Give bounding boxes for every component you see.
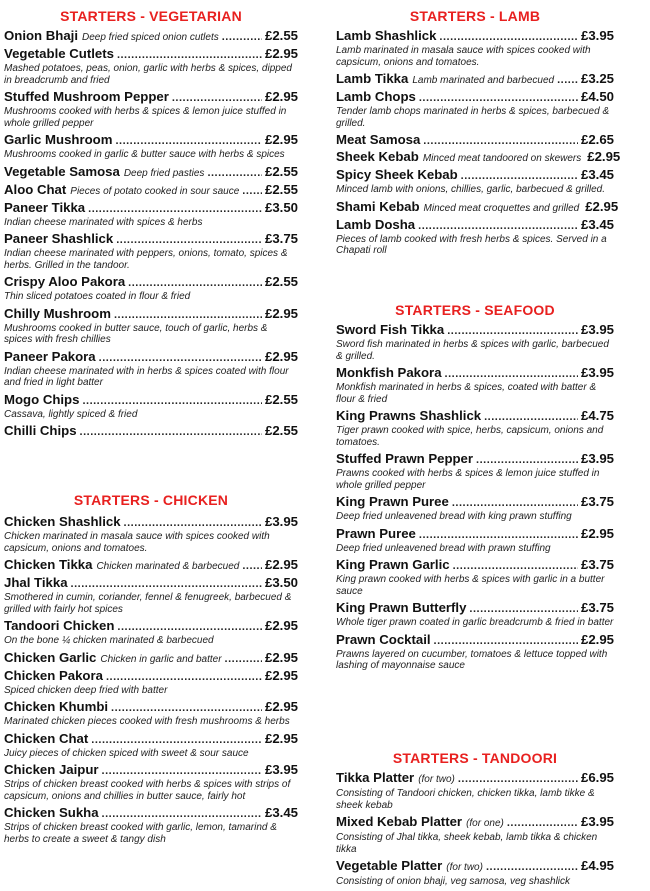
menu-item [4,618,298,650]
dot-leader [439,29,578,45]
item-name: Jhal Tikka [4,575,68,590]
menu-item [336,365,614,408]
menu-item [336,28,614,71]
item-price: £3.75 [580,600,614,615]
menu-item [4,805,298,848]
menu-item-line [4,392,298,409]
dot-leader [117,47,262,63]
item-name: Tandoori Chicken [4,618,115,633]
item-name: Vegetable Cutlets [4,46,114,61]
menu-item [336,132,614,149]
section-heading: STARTERS - LAMB [409,8,541,24]
menu-item [336,217,614,260]
menu-item [336,600,614,632]
menu-item [4,306,298,349]
menu-item [4,46,298,89]
menu-item-line [336,217,614,234]
item-name: Tikka Platter [336,770,415,785]
menu-item [4,762,298,805]
menu-item-line [336,408,614,425]
item-description: Prawns cooked with herbs & spices & lemon juice stuffed in whole grilled pepper [336,468,600,491]
menu-item-line [4,668,298,685]
menu-item [4,231,298,274]
item-description: Pieces of lamb cooked with fresh herbs & spices. Served in a Chapati roll [336,233,607,256]
menu-item-line [4,182,298,200]
item-name: Monkfish Pakora [336,365,442,380]
item-name: Prawn Cocktail [336,631,431,647]
section-heading: STARTERS - SEAFOOD [395,302,555,318]
item-name: Lamb Shashlick [336,28,437,43]
menu-item [4,274,298,306]
item-description: Mushrooms cooked in butter sauce, touch of garlic, herbs & spices with fresh chillies [4,322,268,345]
menu-item [4,392,298,424]
menu-item-line [336,600,614,617]
item-description: Spiced chicken deep fried with batter [4,684,168,696]
menu-item-line [336,770,614,788]
item-description: Whole tiger prawn coated in garlic breadcrumb & fried in batter [336,617,614,628]
item-description: Strips of chicken breast cooked with herbs & spices with strips of capsicum, onions and chillies in butter sauce, fairly hot [4,779,291,802]
menu-item-line [4,762,298,779]
item-name: Aloo Chat [4,181,67,197]
item-price: £2.95 [580,525,614,541]
item-description: King prawn cooked with herbs & spices with garlic in a butter sauce [336,574,605,597]
item-description: Consisting of Jhal tikka, sheek kebab, lamb tikka & chicken tikka [336,832,598,855]
item-price: £3.25 [580,71,614,86]
item-description: Smothered in cumin, coriander, fennel & fenugreek, barbecued & grilled with fairly hot spices [4,592,292,615]
item-inline-description: (for two) [446,862,483,873]
dot-leader [102,763,262,779]
item-price: £2.55 [264,391,298,407]
item-name: Vegetable Samosa [4,163,120,179]
item-price: £2.95 [264,667,298,683]
item-name: King Prawn Garlic [336,557,450,572]
menu-item [336,149,621,167]
dot-leader [461,168,578,184]
menu-item [336,814,614,858]
menu-item-line [336,322,614,339]
item-name: Chicken Chat [4,730,89,746]
item-price: £2.55 [264,163,298,179]
item-name: King Prawn Puree [336,494,449,509]
dot-leader [452,495,578,511]
item-name: Spicy Sheek Kebab [336,167,458,182]
menu-item [336,494,614,526]
menu-item-line [336,494,614,511]
menu-item [4,575,298,618]
item-name: Sheek Kebab [336,149,419,164]
item-name: Sword Fish Tikka [336,322,445,337]
dot-leader [128,275,262,291]
menu-item [336,770,614,814]
item-price: £3.95 [264,514,298,529]
menu-item-line [4,557,298,575]
menu-item-line [336,365,614,382]
menu-item-line [4,200,298,217]
menu-item-line [336,89,614,106]
item-name: Chicken Khumbi [4,699,109,714]
menu-item-line [4,349,298,366]
item-name: Vegetable Platter [336,858,443,873]
item-description: Mashed potatoes, peas, onion, garlic with herbs & spices, dipped in breadcrumb and fried [4,63,292,86]
item-name: Mixed Kebab Platter [336,814,463,829]
item-inline-description: Lamb marinated and barbecued [412,75,555,86]
item-name: Onion Bhaji [4,28,78,43]
menu-item [336,858,614,891]
item-name: Garlic Mushroom [4,132,113,147]
dot-leader [82,393,262,409]
item-name: Stuffed Mushroom Pepper [4,89,169,104]
item-price: £3.45 [580,216,614,232]
item-name: Chilli Chips [4,423,77,438]
item-description: Thin sliced potatoes coated in flour & fried [4,291,191,302]
dot-leader [469,601,578,617]
section-seafood [336,302,614,675]
menu-item-line [4,423,298,440]
item-inline-description: Chicken marinated & barbecued [96,561,240,572]
menu-item-line [4,89,298,106]
dot-leader [445,366,578,382]
menu-item [336,557,614,600]
item-name: Crispy Aloo Pakora [4,274,126,289]
menu-item [4,514,298,557]
item-inline-description: (for one) [466,818,504,829]
item-price: £2.95 [264,557,298,572]
item-description: Strips of chicken breast cooked with garlic, lemon, tamarind & herbs to create a sweet & tangy dish [4,822,277,845]
menu-item [4,668,298,700]
item-price: £2.55 [264,28,298,43]
menu-item-line [4,231,298,248]
menu-item [336,408,614,451]
item-price: £3.50 [264,575,298,590]
item-price: £3.75 [580,557,614,572]
menu-item [4,89,298,132]
menu-item-line [336,132,614,149]
menu-item-line [4,306,298,323]
item-name: Prawn Puree [336,525,416,541]
item-description: Tender lamb chops marinated in herbs & spices, barbecued & grilled. [336,106,610,129]
item-description: On the bone ¼ chicken marinated & barbecued [4,635,214,646]
item-name: Chicken Tikka [4,557,93,572]
dot-leader [116,232,262,248]
dot-leader [557,72,578,88]
item-inline-description: Minced meat tandoored on skewers [422,153,582,164]
item-price: £2.95 [585,198,619,214]
item-name: Lamb Chops [336,89,416,104]
menu-item [4,557,298,575]
item-name: King Prawn Butterfly [336,600,467,615]
item-name: Chicken Pakora [4,667,103,683]
item-description: Consisting of onion bhaji, veg samosa, veg shashlick [336,876,571,887]
item-name: Meat Samosa [336,132,421,147]
section-tandoori [336,750,614,891]
dot-leader [106,669,262,685]
item-price: £4.50 [580,89,614,104]
menu-item [4,182,298,200]
dot-leader [225,651,262,667]
menu-item [4,164,298,182]
menu-item [336,632,614,675]
item-price: £3.45 [264,805,298,820]
item-price: £2.95 [580,631,614,647]
dot-leader [99,350,262,366]
menu-item [336,526,614,558]
item-price: £3.45 [580,167,614,182]
item-price: £2.55 [264,274,298,289]
menu-item-line [336,858,614,876]
item-description: Marinated chicken pieces cooked with fresh mushrooms & herbs [4,716,290,727]
menu-item-line [336,557,614,574]
item-price: £2.55 [264,423,298,438]
dot-leader [486,859,578,875]
menu-item-line [4,650,298,668]
section-heading: STARTERS - CHICKEN [73,492,229,508]
section-chicken [4,492,298,848]
menu-item-line [336,814,614,832]
item-description: Juicy pieces of chicken spiced with sweet & sour sauce [4,747,249,759]
dot-leader [419,527,578,543]
item-description: Prawns layered on cucumber, tomatoes & lettuce topped with lashing of mayonnaise sauce [336,648,608,671]
menu-item [336,198,619,217]
item-name: Lamb Tikka [336,71,409,86]
item-inline-description: Chicken in garlic and batter [100,653,222,665]
menu-item [4,349,298,392]
menu-item-line [4,575,298,592]
menu-item-line [4,274,298,291]
menu-item-line [336,28,614,45]
item-name: Chicken Shashlick [4,514,121,529]
item-name: Lamb Dosha [336,216,416,232]
menu-item [4,650,298,668]
item-price: £6.95 [580,770,614,785]
item-inline-description: Pieces of potato cooked in sour sauce [70,185,240,197]
dot-leader [242,183,262,199]
item-description: Tiger prawn cooked with spice, herbs, capsicum, onions and tomatoes. [336,425,604,448]
dot-leader [207,165,262,181]
dot-leader [102,806,262,822]
menu-item-line [4,28,298,46]
item-description: Indian cheese marinated with in herbs & spices coated with flour and fried in light batter [4,365,289,388]
item-name: Paneer Shashlick [4,231,114,246]
item-inline-description: (for two) [418,774,455,785]
dot-leader [117,619,262,635]
item-description: Monkfish marinated in herbs & spices, coated with batter & flour & fried [336,382,597,405]
dot-leader [88,201,262,217]
item-name: Stuffed Prawn Pepper [336,451,474,466]
menu-item [4,132,298,164]
item-price: £3.95 [580,28,614,43]
item-description: Deep fried unleavened bread with king prawn stuffing [336,511,572,522]
item-name: Paneer Tikka [4,199,86,215]
menu-item-line [336,167,614,184]
item-name: Paneer Pakora [4,348,96,364]
menu-item [336,71,614,89]
item-price: £2.95 [264,305,298,321]
dot-leader [91,732,262,748]
item-description: Consisting of Tandoori chicken, chicken tikka, lamb tikke & sheek kebab [336,788,595,811]
section-vegetarian [4,8,298,440]
dot-leader [115,133,262,149]
menu-item [4,731,298,763]
item-inline-description: Deep fried pasties [123,167,205,179]
item-price: £2.65 [580,132,614,147]
item-price: £2.55 [264,181,298,197]
item-price: £2.95 [264,730,298,746]
menu-item-line [4,46,298,63]
item-price: £3.95 [580,814,614,829]
item-price: £2.95 [264,132,298,147]
dot-leader [434,633,578,649]
section-heading: STARTERS - TANDOORI [392,750,558,766]
item-name: Chicken Garlic [4,649,97,665]
dot-leader [419,90,578,106]
menu-item-line [4,514,298,531]
item-description: Deep fried unleavened bread with prawn stuffing [336,542,551,554]
menu-item [4,423,298,440]
item-description: Indian cheese marinated with peppers, onions, tomato, spices & herbs. Grilled in the tandoor. [4,248,288,271]
item-name: Chicken Sukha [4,805,99,820]
item-description: Cassava, lightly spiced & fried [4,408,138,420]
item-description: Indian cheese marinated with spices & herbs [4,216,203,228]
item-description: Chicken marinated in masala sauce with spices cooked with capsicum, onions and tomatoes. [4,531,270,554]
item-price: £3.75 [580,494,614,509]
item-description: Mushrooms cooked in garlic & butter sauce with herbs & spices [4,149,285,160]
menu-item-line [4,132,298,149]
item-price: £3.95 [580,322,614,337]
menu-item-line [336,451,614,468]
item-inline-description: Minced meat croquettes and grilled [423,202,580,214]
dot-leader [484,409,578,425]
menu-item [4,200,298,232]
dot-leader [222,29,262,45]
item-description: Sword fish marinated in herbs & spices with garlic, barbecued & grilled. [336,339,609,362]
section-lamb [336,8,621,260]
dot-leader [447,323,578,339]
menu-item-line [336,198,619,217]
item-price: £2.95 [264,348,298,364]
menu-item-line [4,164,298,182]
menu-item [336,89,614,132]
item-price: £3.50 [264,199,298,215]
item-name: Shami Kebab [336,198,420,214]
item-price: £3.95 [580,451,614,466]
item-price: £2.95 [264,649,298,665]
menu-item-line [4,618,298,635]
section-heading: STARTERS - VEGETARIAN [60,8,242,24]
item-price: £3.95 [580,365,614,380]
dot-leader [124,515,262,531]
item-price: £2.95 [264,89,298,104]
dot-leader [80,424,262,440]
menu-item [4,28,298,46]
dot-leader [71,576,262,592]
menu-item-line [336,632,614,649]
item-price: £2.95 [587,149,621,164]
dot-leader [172,90,262,106]
menu-item-line [4,699,298,716]
dot-leader [242,558,262,574]
dot-leader [114,307,262,323]
menu-item-line [336,526,614,543]
item-name: King Prawns Shashlick [336,408,482,423]
item-description: Mushrooms cooked with herbs & spices & lemon juice stuffed in whole grilled pepper [4,106,287,129]
item-description: Minced lamb with onions, chillies, garlic, barbecued & grilled. [336,184,606,195]
menu-item [336,451,614,494]
dot-leader [423,133,578,149]
item-price: £2.95 [264,618,298,633]
dot-leader [476,452,578,468]
dot-leader [111,700,262,716]
menu-item-line [336,71,614,89]
item-name: Chilly Mushroom [4,305,111,321]
dot-leader [458,771,578,787]
item-name: Chicken Jaipur [4,762,99,777]
dot-leader [507,815,578,831]
menu-item-line [4,731,298,748]
item-price: £4.95 [580,858,614,873]
item-price: £3.95 [264,762,298,777]
menu-item-line [4,805,298,822]
menu-item [4,699,298,731]
item-price: £4.75 [580,408,614,423]
menu-item-line [336,149,621,167]
item-description: Lamb marinated in masala sauce with spices cooked with capsicum, onions and tomatoes. [336,45,591,68]
menu-item [336,167,614,199]
dot-leader [418,218,578,234]
item-price: £2.95 [264,699,298,714]
dot-leader [453,558,578,574]
item-name: Mogo Chips [4,391,80,407]
item-price: £2.95 [264,46,298,61]
item-price: £3.75 [264,231,298,246]
menu-item [336,322,614,365]
item-inline-description: Deep fried spiced onion cutlets [82,32,219,43]
